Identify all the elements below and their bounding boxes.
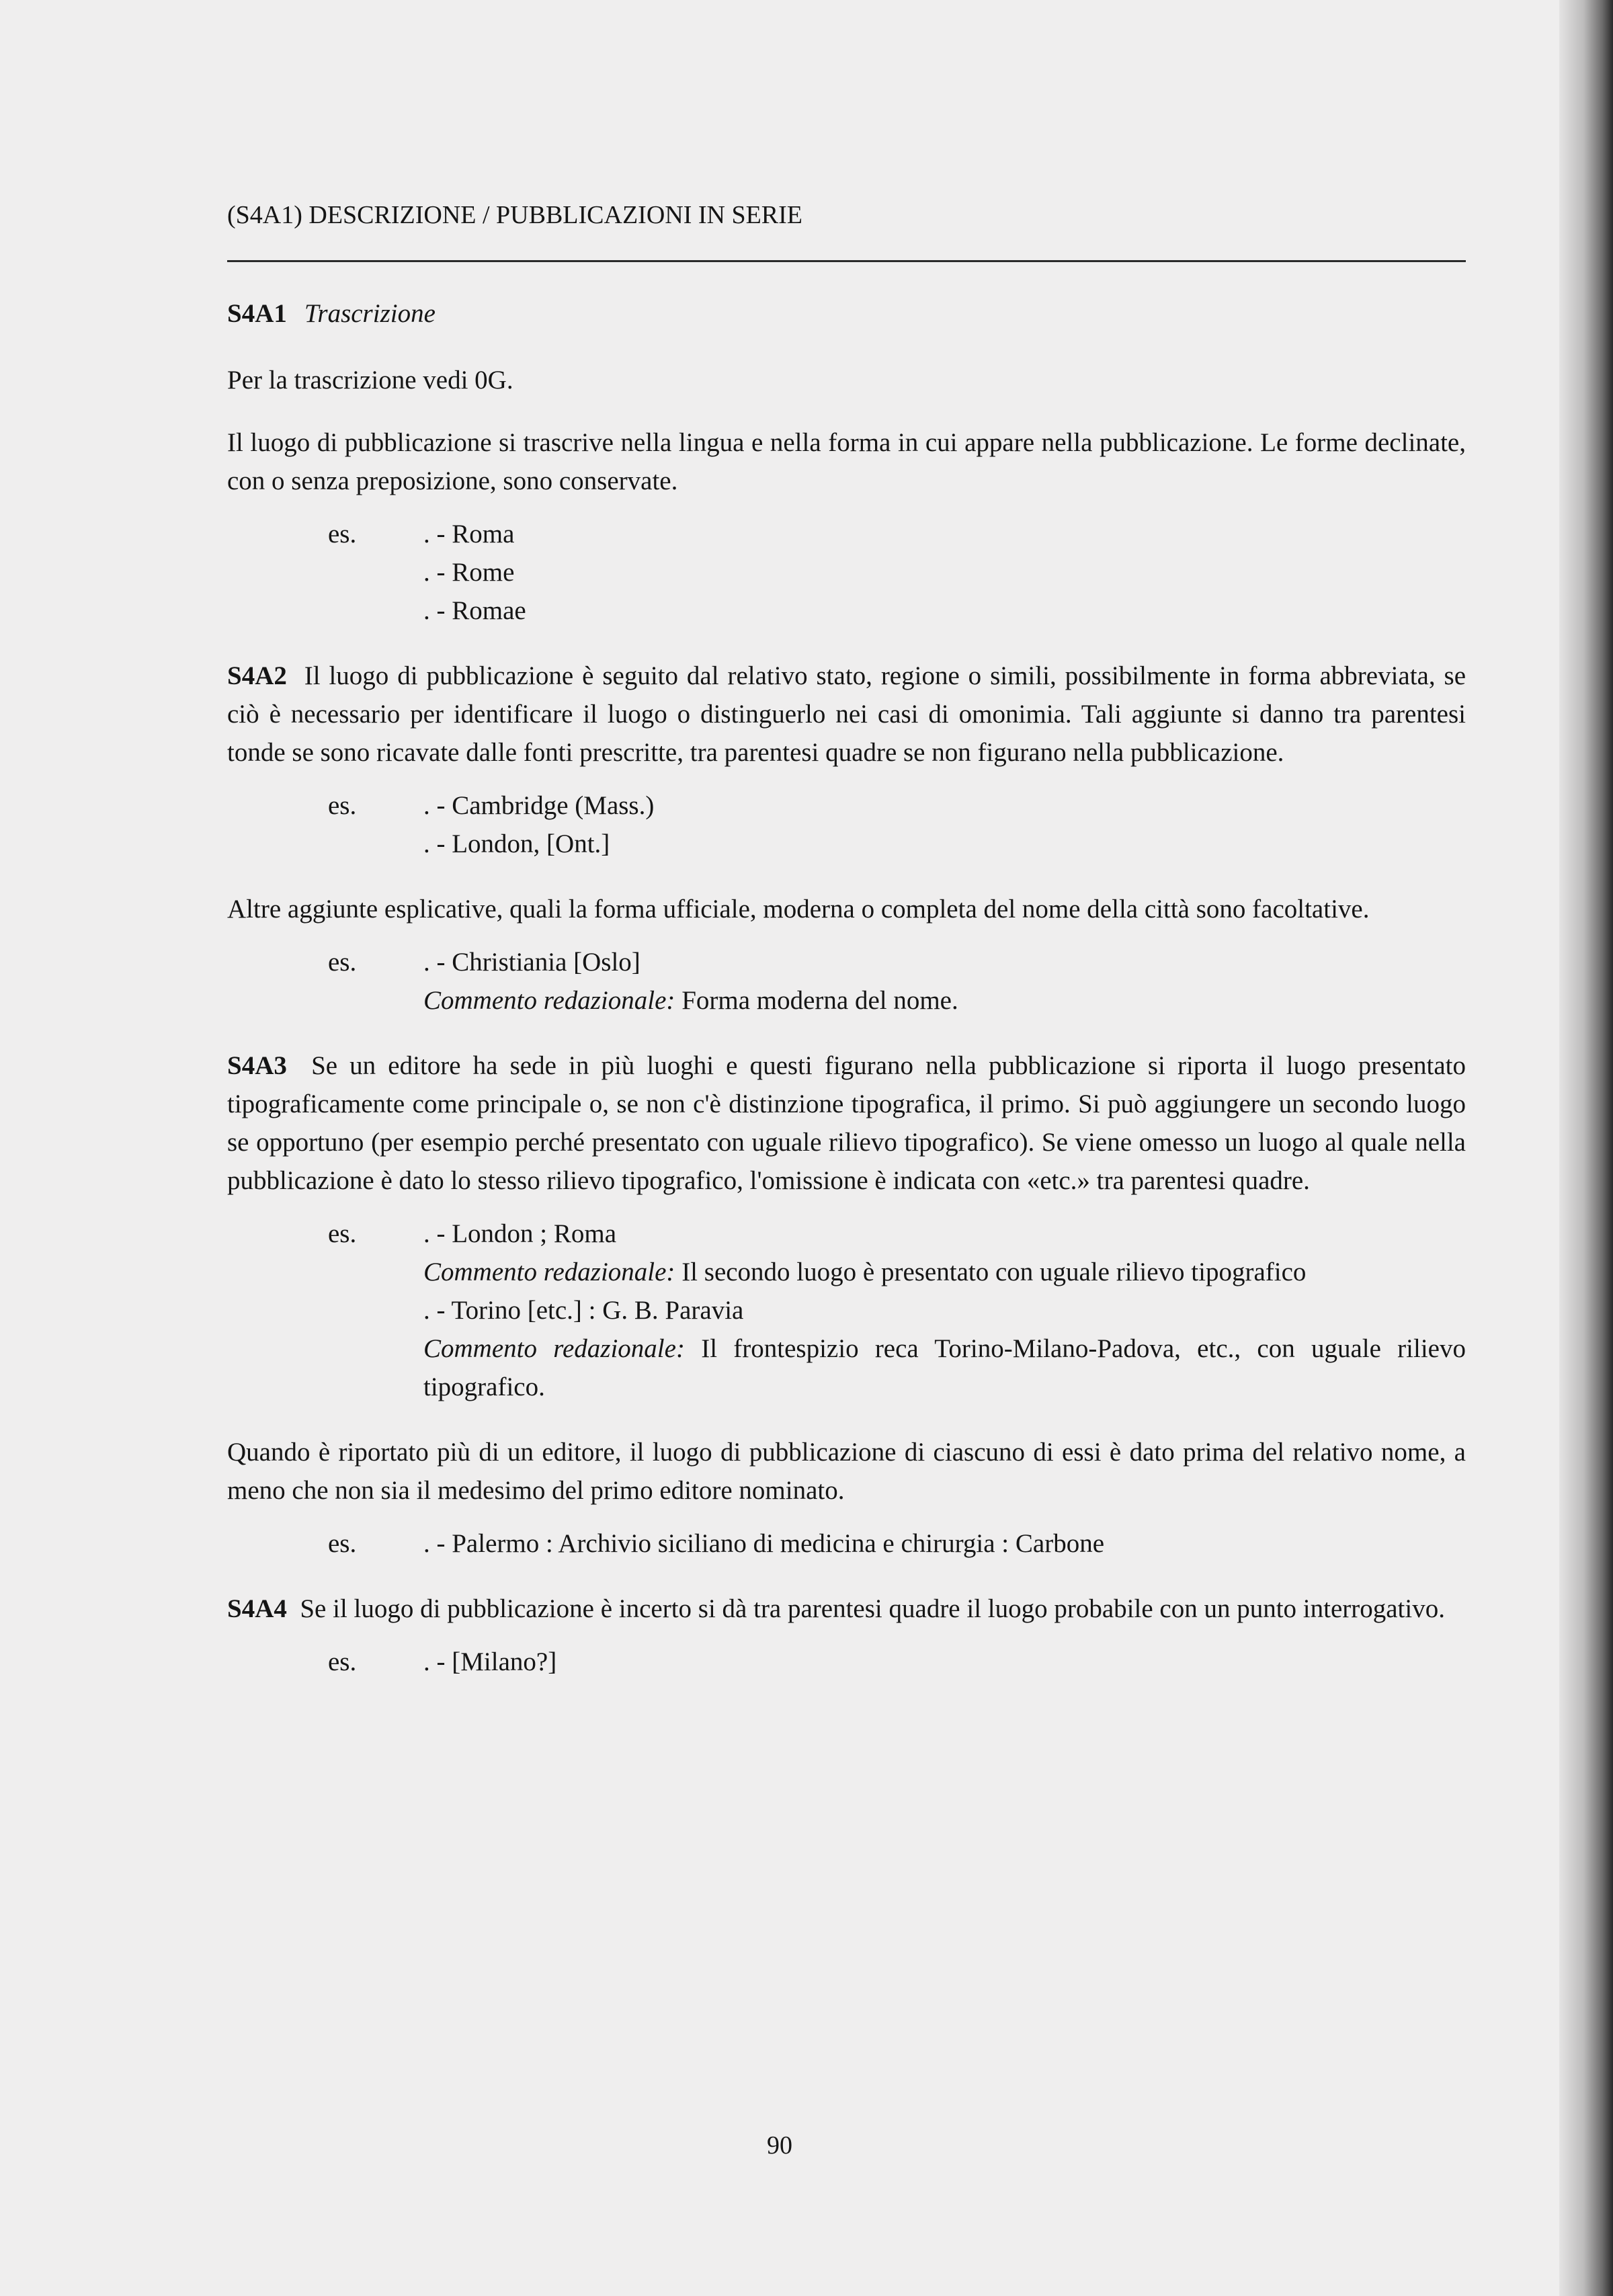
example-line: . - London ; Roma [423, 1219, 617, 1248]
rule-text: Il luogo di pubblicazione è seguito dal relativo stato, regione o simili, possibilmente in forma abbreviata, se ciò è necessario per identificare il luogo o distinguerlo nei casi di omonimia. Tali aggiunte si danno tra parentesi tonde se sono ricavate dalle fonti prescritte, tra parentesi quadre se non figurano nella pubblicazione. [227, 661, 1466, 767]
comment-label: Commento redazionale: [423, 1258, 675, 1286]
example-label: es. [328, 791, 357, 820]
example-label: es. [328, 1647, 357, 1676]
example-line: . - Cambridge (Mass.) [423, 791, 655, 820]
example-label: es. [328, 1529, 357, 1558]
example-line: . - Roma [423, 520, 515, 548]
paragraph-optional-additions: Altre aggiunte esplicative, quali la forma ufficiale, moderna o completa del nome della città sono facoltative. [227, 895, 1370, 924]
paragraph-place-language: Il luogo di pubblicazione si trascrive nella lingua e nella forma in cui appare nella pubblicazione. Le forme declinate, con o senza preposizione, sono conservate. [227, 428, 1466, 495]
example-cambridge [227, 786, 1466, 863]
example-milano [227, 1643, 1466, 1681]
example-label: es. [328, 1219, 357, 1248]
example-rome [227, 515, 1466, 630]
example-line: . - Christiania [Oslo] [423, 948, 640, 977]
example-line: . - Torino [etc.] : G. B. Paravia [423, 1296, 744, 1325]
rule-code: S4A4 [227, 1594, 287, 1623]
example-line: . - London, [Ont.] [423, 829, 610, 858]
comment-text: Forma moderna del nome. [681, 986, 958, 1015]
example-comment [423, 981, 1466, 1020]
example-comment [423, 1329, 1466, 1406]
comment-text: Il frontespizio reca Torino-Milano-Padova, etc., con uguale rilievo tipografico. [423, 1334, 1466, 1401]
example-label: es. [328, 948, 357, 977]
header-rule [227, 260, 1466, 262]
paragraph-multiple-publishers: Quando è riportato più di un editore, il luogo di pubblicazione di ciascuno di essi è dato prima del relativo nome, a meno che non sia il medesimo del primo editore nominato. [227, 1438, 1466, 1505]
page-content [227, 198, 1466, 1681]
page-number: 90 [767, 2131, 792, 2160]
paragraph-transcription: Per la trascrizione vedi 0G. [227, 366, 513, 395]
rule-text: Se un editore ha sede in più luoghi e questi figurano nella pubblicazione si riporta il luogo presentato tipograficamente come principale o, se non c'è distinzione tipografica, il primo. Si può aggiungere un secondo luogo se opportuno (per esempio perché presentato con uguale rilievo tipografico). Se viene omesso un luogo al quale nella pubblicazione è dato lo stesso rilievo tipografico, l'omissione è indicata con «etc.» tra parentesi quadre. [227, 1051, 1466, 1195]
rule-s4a2 [227, 657, 1466, 772]
section-title: Trascrizione [304, 299, 436, 328]
example-line: . - Palermo : Archivio siciliano di medicina e chirurgia : Carbone [423, 1529, 1105, 1558]
example-comment [423, 1253, 1466, 1291]
example-line: . - Rome [423, 558, 515, 587]
binding-shadow [1559, 0, 1613, 2296]
rule-s4a3 [227, 1047, 1466, 1200]
example-london-torino [227, 1215, 1466, 1406]
rule-s4a4 [227, 1590, 1466, 1628]
comment-label: Commento redazionale: [423, 986, 675, 1015]
section-code: S4A1 [227, 299, 287, 328]
example-christiania [227, 943, 1466, 1020]
comment-label: Commento redazionale: [423, 1334, 685, 1363]
example-palermo [227, 1524, 1466, 1563]
rule-code: S4A2 [227, 661, 287, 690]
comment-text: Il secondo luogo è presentato con uguale rilievo tipografico [681, 1258, 1307, 1286]
example-label: es. [328, 520, 357, 548]
rule-text: Se il luogo di pubblicazione è incerto si dà tra parentesi quadre il luogo probabile con un punto interrogativo. [300, 1594, 1445, 1623]
section-heading [227, 294, 1466, 333]
example-line: . - [Milano?] [423, 1647, 557, 1676]
rule-code: S4A3 [227, 1051, 287, 1080]
running-head: (S4A1) DESCRIZIONE / PUBBLICAZIONI IN SERIE [227, 201, 803, 229]
example-line: . - Romae [423, 596, 526, 625]
